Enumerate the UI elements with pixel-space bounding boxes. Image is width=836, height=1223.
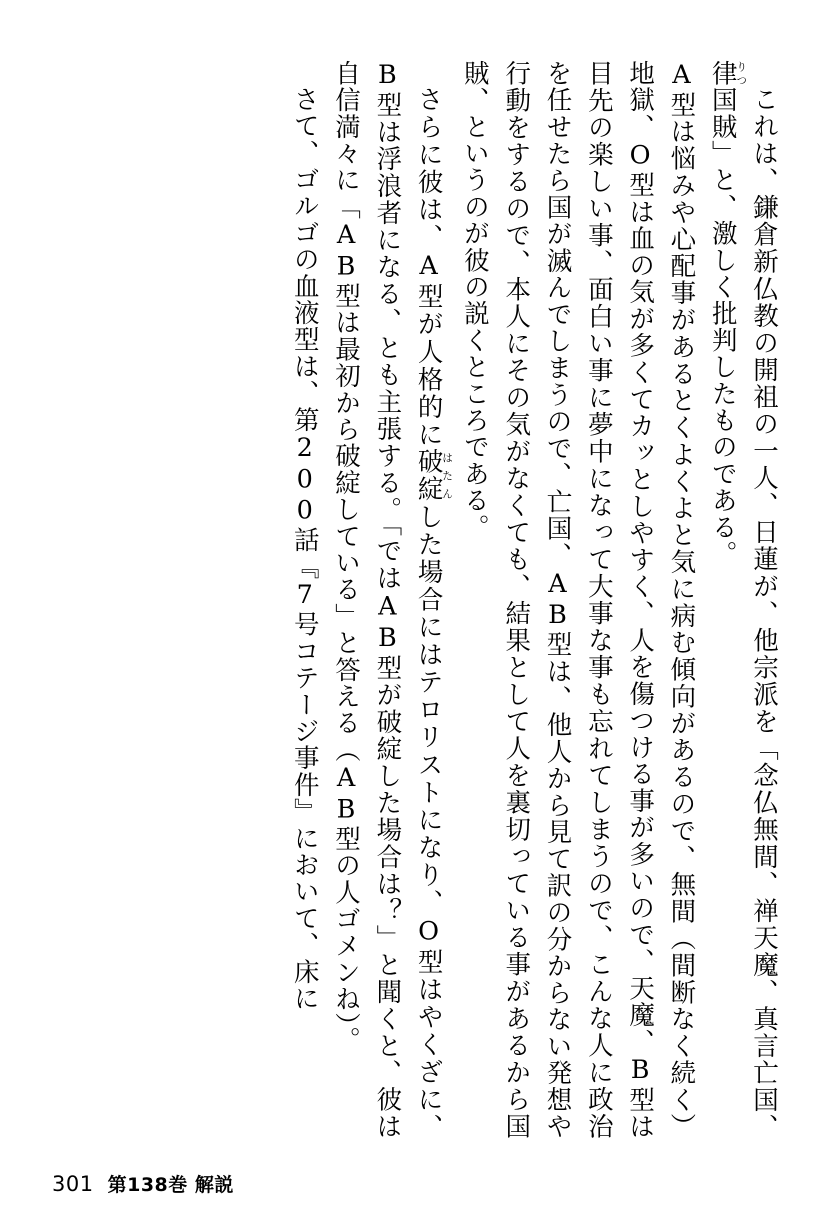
vertical-body-text: [62, 60, 784, 1140]
ruby-hatan: 破綻はたん: [413, 447, 455, 504]
paragraph-4: さて、ゴルゴの血液型は、第200話『7号コテージ事件』において、床に: [289, 85, 320, 1012]
ruby-ritsu: 律りつ: [707, 60, 749, 87]
paragraph-3: さらに彼は、A型が人格的に破綻はたんした場合にはテロリストになり、O型はやくざに、B型は浮浪者になる、とも主張する。「ではAB型が破綻した場合は？」と聞くと、彼は自信満々に「AB型は最初から破綻している」と答える（AB型の人ゴメンね）。: [331, 60, 455, 1140]
page-footer: [52, 1170, 234, 1197]
paragraph-1: これは、鎌倉新仏教の開祖の一人、日蓮が、他宗派を「念仏無間、禅天魔、真言亡国、律りつ国賊」と、激しく批判したものである。: [707, 60, 779, 1140]
paragraph-2: A型は悩みや心配事があるとくよくよと気に病む傾向があるので、無間（間断なく続く）地獄、O型は血の気が多くてカッとしやすく、人を傷つける事が多いので、天魔、B型は目先の楽しい事、面白い事に夢中になって大事な事も忘れてしまうので、こんな人に政治を任せたら国が滅んでしまうので、亡国、AB型は、他人から見て訳の分からない発想や行動をするので、本人にその気がなくても、結果として人を裏切っている事があるから国賊、というのが彼の説くところである。: [459, 60, 697, 1140]
page-number: 301: [52, 1172, 94, 1196]
running-head: 第138巻 解説: [107, 1174, 234, 1196]
